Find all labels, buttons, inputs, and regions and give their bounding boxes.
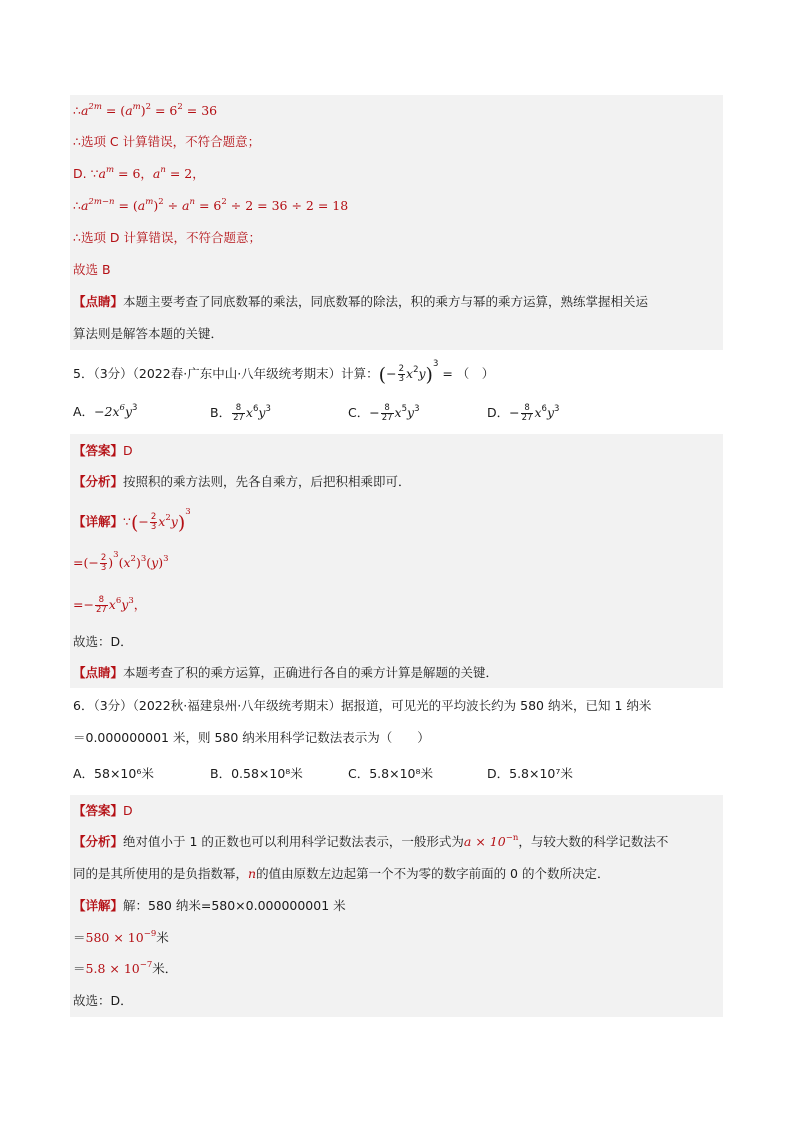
option-b[interactable]: B． $\frac{8}{27}$ $x^6y^3$ — [210, 403, 271, 423]
option-a[interactable]: A．58×10⁶米 — [73, 766, 154, 781]
analysis-line: 【分析】按照积的乘方法则，先各自乘方，后把积相乘即可． — [73, 474, 411, 489]
solution-line-3: D. $\because a^m = 6$，$a^n = 2$， — [73, 165, 205, 181]
detail-line-3: $=5.8 \times 10^{-7}$米． — [73, 960, 178, 976]
question-6-stem-2: ＝0.000000001 米，则 580 纳米用科学记数法表示为（ ） — [73, 730, 430, 745]
detail-line-2: =(− $\frac{2}{3}$ )$^3(x^2)^3(y)^3$ — [73, 550, 169, 573]
question-5-stem: 5．（3分）（2022春·广东中山·八年级统考期末）计算：(− $\frac{2}{3}$ $x^2y)^3$ = （ ） — [73, 359, 495, 386]
answer-line: 【答案】D — [73, 803, 133, 818]
option-c[interactable]: C．5.8×10⁸米 — [348, 766, 433, 781]
comment-line-2: 算法则是解答本题的关键． — [73, 326, 224, 341]
solution-line-4: $\therefore a^{2m-n} = (a^m)^2 \div a^n = 6^2 \div 2 = 36 \div 2 = 18$ — [73, 197, 349, 213]
option-b[interactable]: B．0.58×10⁸米 — [210, 766, 303, 781]
analysis-line-2: 同的是其所使用的是负指数幂，n的值由原数左边起第一个不为零的数字前面的 0 的个数所决定． — [73, 866, 610, 881]
option-c[interactable]: C．− $\frac{8}{27}$ $x^5y^3$ — [348, 403, 420, 423]
solution-line-1: $\therefore a^{2m} = (a^m)^2 = 6^2 = 36$ — [73, 102, 218, 118]
detail-line-1: 【详解】∵(− $\frac{2}{3}$ $x^2y)^3$ — [73, 507, 191, 534]
choose-line: 故选：D． — [73, 634, 133, 649]
detail-line-1: 【详解】解：580 纳米=580×0.000000001 米 — [73, 898, 346, 913]
comment-line-1: 【点睛】本题主要考查了同底数幂的乘法，同底数幂的除法，积的乘方与幂的乘方运算，熟练掌握相关运 — [73, 294, 649, 309]
solution-line-6: 故选 B — [73, 262, 111, 277]
analysis-line-1: 【分析】绝对值小于 1 的正数也可以利用科学记数法表示，一般形式为$a \times 10^{-n}$，与较大数的科学记数法不 — [73, 833, 669, 849]
option-d[interactable]: D．− $\frac{8}{27}$ $x^6y^3$ — [487, 403, 560, 423]
comment-line: 【点睛】本题考查了积的乘方运算，正确进行各自的乘方计算是解题的关键． — [73, 665, 499, 680]
option-d[interactable]: D．5.8×10⁷米 — [487, 766, 573, 781]
option-a[interactable]: A．$-2x^6y^3$ — [73, 403, 138, 419]
detail-line-2: $=580 \times 10^{-9}$米 — [73, 929, 169, 945]
choose-line: 故选：D． — [73, 993, 133, 1008]
solution-line-2: ∴选项 C 计算错误，不符合题意； — [73, 134, 261, 149]
detail-line-3: =− $\frac{8}{27}$ $x^6y^3$， — [73, 595, 147, 615]
question-6-stem-1: 6．（3分）（2022秋·福建泉州·八年级统考期末）据报道，可见光的平均波长约为 580 纳米，已知 1 纳米 — [73, 698, 652, 713]
answer-line: 【答案】D — [73, 443, 133, 458]
solution-line-5: ∴选项 D 计算错误，不符合题意； — [73, 230, 262, 245]
